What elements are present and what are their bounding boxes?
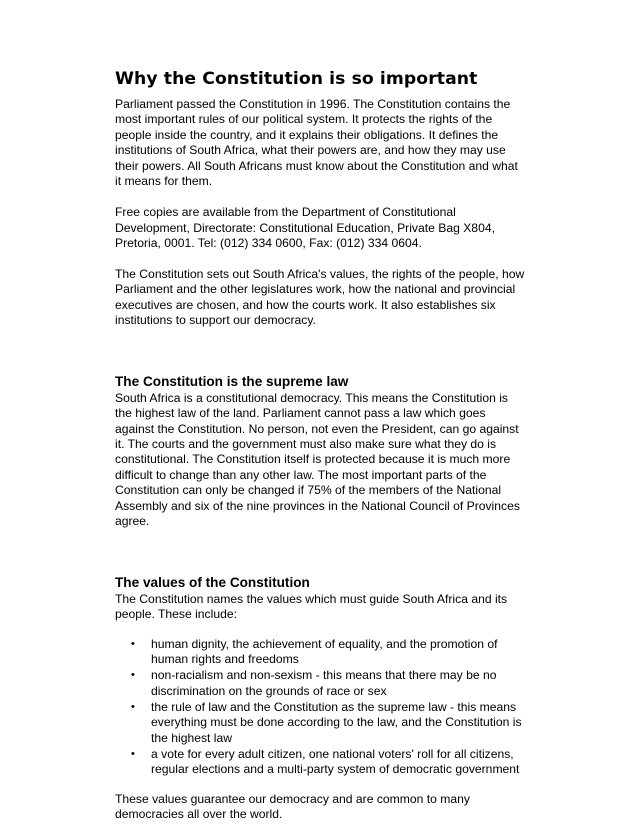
bullet-icon: • [131, 637, 135, 650]
list-item-text: non-racialism and non-sexism - this means that there may be no discrimination on the grounds of race or sex [151, 668, 497, 698]
list-item [131, 668, 527, 699]
bullet-icon: • [131, 669, 135, 682]
bullet-icon: • [131, 700, 135, 713]
intro-paragraph: Parliament passed the Constitution in 1996. The Constitution contains the most important rules of our political system. It protects the rights of the people inside the country, and it explains their obligations. It defines the institutions of South Africa, what their powers are, and how they may use their powers. All South Africans must know about the Constitution and what it means for them. [115, 97, 518, 189]
list-item [131, 746, 527, 778]
list-item [131, 699, 527, 746]
document-page [115, 67, 527, 838]
list-item-text: the rule of law and the Constitution as the supreme law - this means everything must be done according to the law, and the Constitution is the highest law [151, 699, 522, 745]
overview-paragraph: The Constitution sets out South Africa's values, the rights of the people, how Parliament and the other legislatures work, how the national and provincial executives are chosen, and how the courts work. It also establishes six institutions to support our democracy. [115, 266, 525, 328]
bullet-icon: • [131, 747, 135, 760]
list-item-text: human dignity, the achievement of equality, and the promotion of human rights and freedoms [151, 636, 498, 667]
values-closing-paragraph: These values guarantee our democracy and are common to many democracies all over the world. [115, 791, 470, 821]
document-title: Why the Constitution is so important [115, 69, 478, 89]
values-intro-paragraph: The Constitution names the values which must guide South Africa and its people. These include: [115, 591, 508, 622]
contact-paragraph: Free copies are available from the Department of Constitutional Development, Directorate: Constitutional Education, Private Bag X804, Pretoria, 0001. Tel: (012) 334 0600, Fax: (012) 334 0604. [115, 205, 495, 251]
list-item-text: a vote for every adult citizen, one national voters' roll for all citizens, regular elections and a multi-party system of democratic government [151, 746, 520, 777]
section-heading-supreme-law: The Constitution is the supreme law [115, 373, 349, 389]
values-bullet-list [115, 637, 527, 778]
supreme-law-paragraph: South Africa is a constitutional democracy. This means the Constitution is the highest law of the land. Parliament cannot pass a law which goes against the Constitution. No person, not even the President, can go against it. The courts and the government must also make sure what they do is constitutional. The Constitution itself is protected because it is much more difficult to change than any other law. The most important parts of the Constitution can only be changed if 75% of the members of the National Assembly and six of the nine provinces in the National Council of Provinces agree. [115, 390, 520, 529]
list-item [131, 636, 527, 668]
section-heading-values: The values of the Constitution [115, 574, 310, 590]
